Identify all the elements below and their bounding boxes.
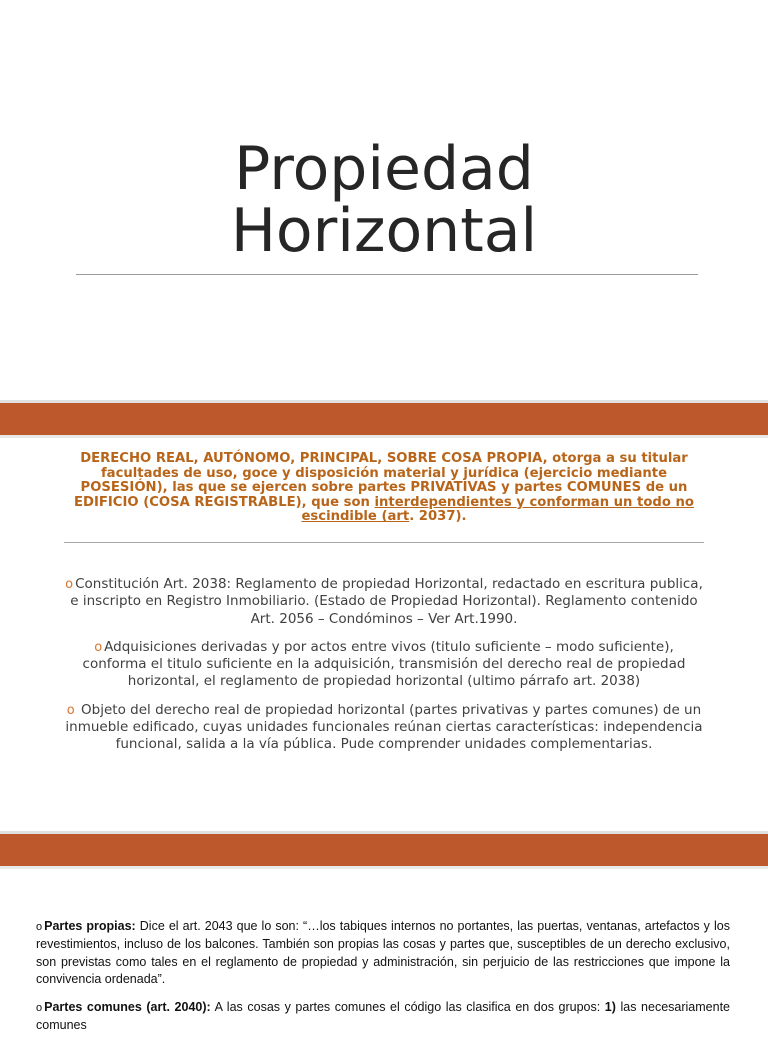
definition-divider <box>64 542 704 543</box>
definition-paragraph <box>70 452 698 525</box>
bullet-text: Adquisiciones derivadas y por actos entre vivos (titulo suficiente – modo suficiente), conforma el titulo suficiente en la adquisición, transmisión del derecho real de propiedad horizontal, el reglamento de propiedad horizontal (ultimo párrafo art. 2038) <box>82 638 686 690</box>
title-line-2: Horizontal <box>230 196 538 266</box>
title-divider <box>76 274 698 275</box>
bullet-item-constitucion <box>64 576 704 628</box>
definition-text-1: DERECHO REAL, AUTÓNOMO, PRINCIPAL, SOBRE COSA PROPIA, otorga a su titular facultades de uso, goce y disposición material y jurídica (ejercicio mediante POSESIÓN), las que se ejercen sobre partes PRIVATIVAS y partes COMUNES de un EDIFICIO (COSA REGISTRABLE), que son <box>74 451 688 510</box>
bullet-text: Objeto del derecho real de propiedad horizontal (partes privativas y partes comunes) de un inmueble edificado, cuyas unidades funcionales reúnan ciertas características: independencia funcional, salida a la vía pública. Pude comprender unidades complementarias. <box>65 701 703 753</box>
bullet-marker-icon: o <box>36 1002 43 1015</box>
bullet-list <box>64 576 704 765</box>
bullet-text: Constitución Art. 2038: Reglamento de propiedad Horizontal, redactado en escritura publica, e inscripto en Registro Inmobiliario. (Estado de Propiedad Horizontal). Reglamento contenido Art. 2056 – Condóminos – Ver Art.1990. <box>70 576 703 627</box>
bullet-marker-icon: o <box>94 639 103 655</box>
bullet-item-objeto <box>64 702 704 754</box>
bullet-item-adquisiciones <box>64 639 704 691</box>
partes-propias-paragraph <box>36 918 730 988</box>
slide-separator-band-2 <box>0 831 768 869</box>
partes-propias-text: Dice el art. 2043 que lo son: “…los tabiques internos no portantes, las puertas, ventanas, artefactos y los revestimientos, incluso de los balcones. También son propias las cosas y partes que, susceptibles de un derecho exclusivo, son previstas como tales en el reglamento de propiedad y administración, sin perjuicio de las restricciones que impone la convivencia ordenada”. <box>36 919 730 986</box>
bullet-marker-icon: o <box>65 577 74 592</box>
parts-section <box>36 918 730 1046</box>
partes-comunes-label: Partes comunes (art. 2040): <box>44 1000 211 1015</box>
bullet-marker-icon: o <box>36 921 43 933</box>
partes-comunes-rest: las necesariamente comunes <box>36 1000 730 1033</box>
slide-title <box>0 134 768 266</box>
partes-comunes-paragraph <box>36 999 730 1035</box>
partes-propias-label: Partes propias: <box>44 919 136 933</box>
slide-separator-band-1 <box>0 400 768 438</box>
bullet-marker-icon: o <box>66 702 75 718</box>
definition-text-2: . 2037). <box>409 509 467 525</box>
definition-underlined-text: interdependientes y conforman un todo no escindible (art <box>301 494 694 525</box>
title-line-1: Propiedad <box>234 134 534 204</box>
partes-comunes-text: A las cosas y partes comunes el código las clasifica en dos grupos: <box>210 1000 605 1015</box>
title-slide <box>0 0 768 400</box>
partes-comunes-number: 1) <box>604 1000 616 1015</box>
